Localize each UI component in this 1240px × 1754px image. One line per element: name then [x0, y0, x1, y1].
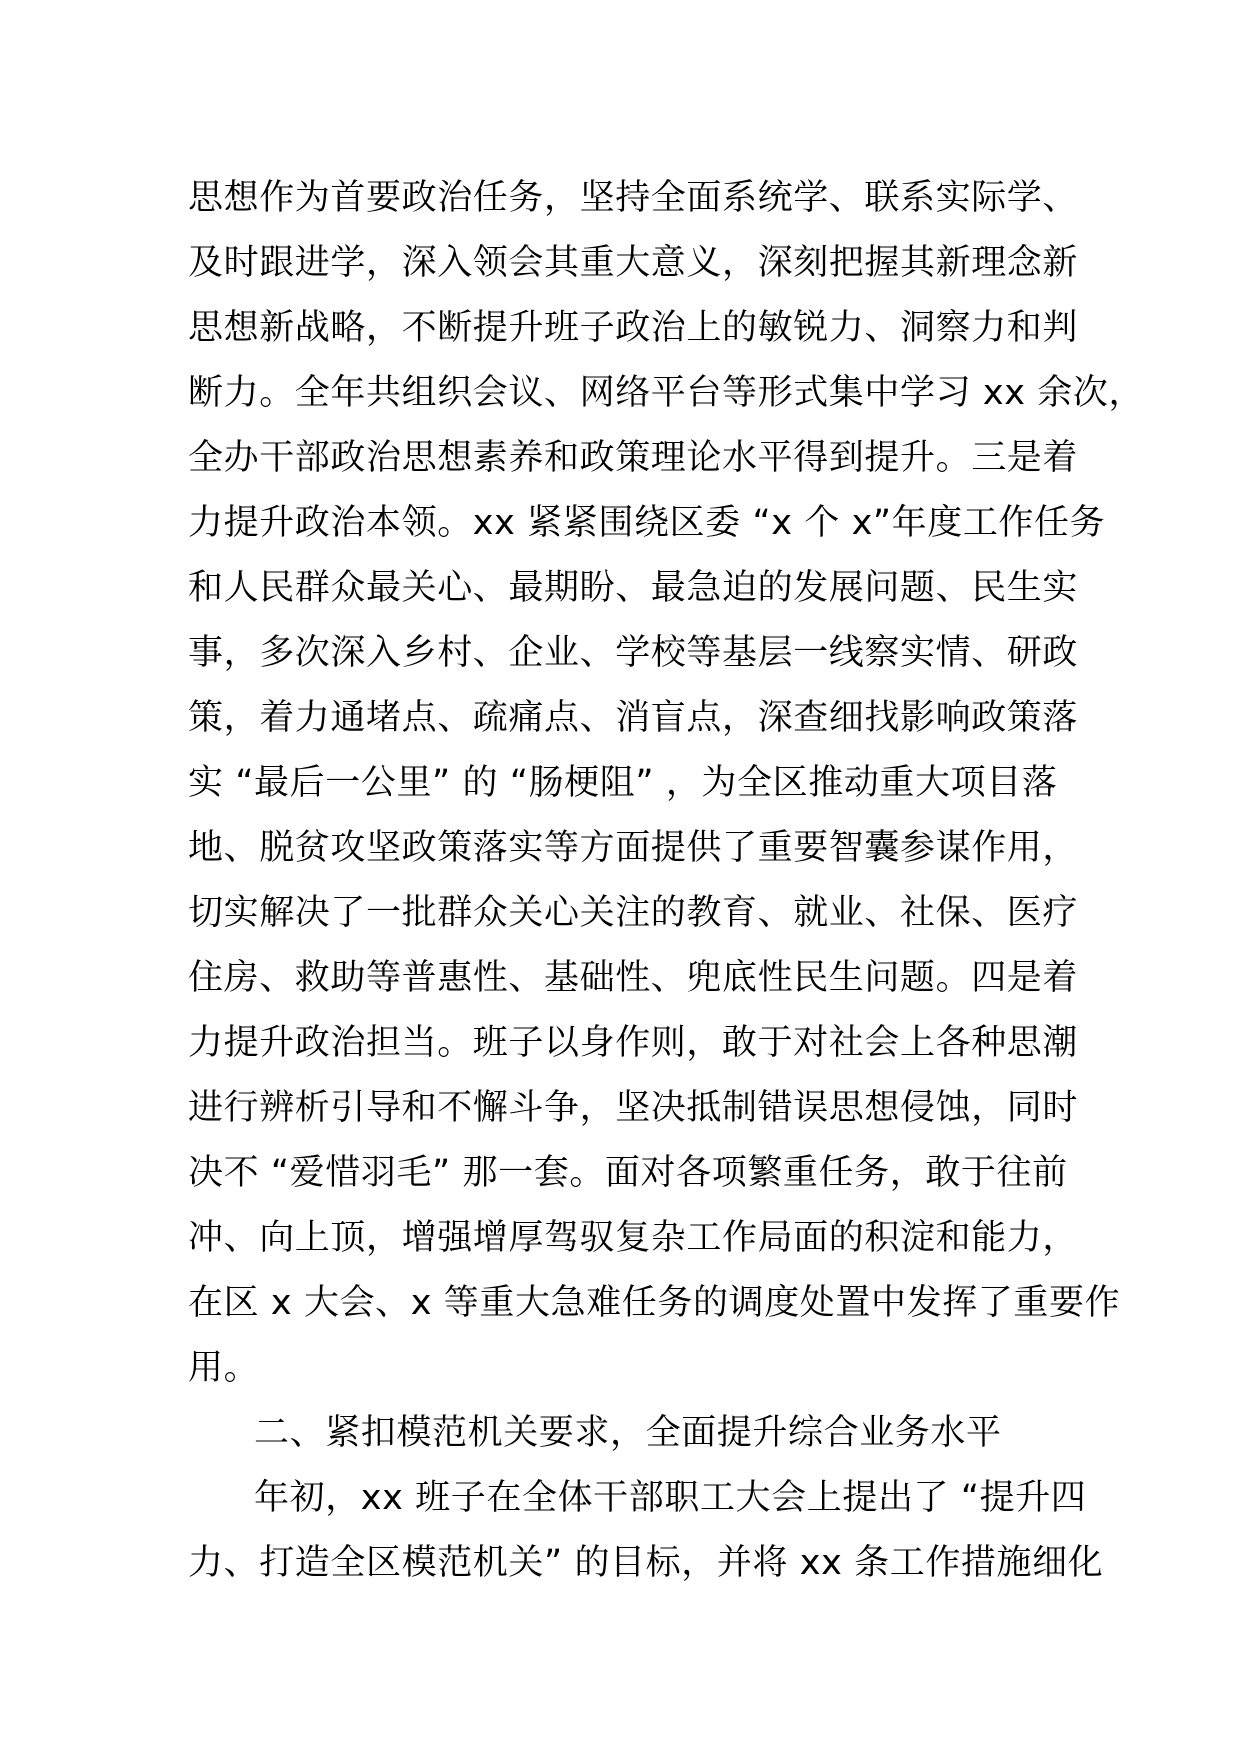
paragraph-line: 事，多次深入乡村、企业、学校等基层一线察实情、研政: [188, 633, 1079, 673]
body-text: [188, 166, 1145, 1596]
paragraph-line: 实 “最后一公里” 的 “肠梗阻” ，为全区推动重大项目落: [188, 763, 1058, 803]
paragraph-line: 用。: [188, 1348, 260, 1388]
paragraph-line: 思想作为首要政治任务，坚持全面系统学、联系实际学、: [188, 178, 1079, 218]
paragraph-line: 决不 “爱惜羽毛” 那一套。面对各项繁重任务，敢于往前: [188, 1153, 1068, 1193]
paragraph-line: 力提升政治担当。班子以身作则，敢于对社会上各种思潮: [188, 1023, 1079, 1063]
paragraph-line: 年初，xx 班子在全体干部职工大会上提出了 “提升四: [254, 1478, 1087, 1518]
paragraph-line: 切实解决了一批群众关心关注的教育、就业、社保、医疗: [188, 893, 1079, 933]
paragraph-line: 力、打造全区模范机关” 的目标，并将 xx 条工作措施细化: [188, 1543, 1104, 1583]
paragraph-line: 全办干部政治思想素养和政策理论水平得到提升。三是着: [188, 438, 1079, 478]
paragraph-line: 断力。全年共组织会议、网络平台等形式集中学习 xx 余次，: [188, 373, 1145, 413]
paragraph-line: 力提升政治本领。xx 紧紧围绕区委 “x 个 x”年度工作任务: [188, 503, 1106, 543]
paragraph-line: 在区 x 大会、x 等重大急难任务的调度处置中发挥了重要作: [188, 1283, 1121, 1323]
paragraph-line: 住房、救助等普惠性、基础性、兜底性民生问题。四是着: [188, 958, 1079, 998]
paragraph-line: 地、脱贫攻坚政策落实等方面提供了重要智囊参谋作用，: [188, 828, 1079, 868]
paragraph-line: 进行辨析引导和不懈斗争，坚决抵制错误思想侵蚀，同时: [188, 1088, 1079, 1128]
paragraph-line: 冲、向上顶，增强增厚驾驭复杂工作局面的积淀和能力，: [188, 1218, 1079, 1258]
section-heading: 二、紧扣模范机关要求，全面提升综合业务水平: [254, 1413, 1002, 1453]
paragraph-line: 及时跟进学，深入领会其重大意义，深刻把握其新理念新: [188, 243, 1079, 283]
paragraph-line: 和人民群众最关心、最期盼、最急迫的发展问题、民生实: [188, 568, 1079, 608]
paragraph-line: 思想新战略，不断提升班子政治上的敏锐力、洞察力和判: [188, 308, 1079, 348]
paragraph-line: 策，着力通堵点、疏痛点、消盲点，深查细找影响政策落: [188, 698, 1079, 738]
